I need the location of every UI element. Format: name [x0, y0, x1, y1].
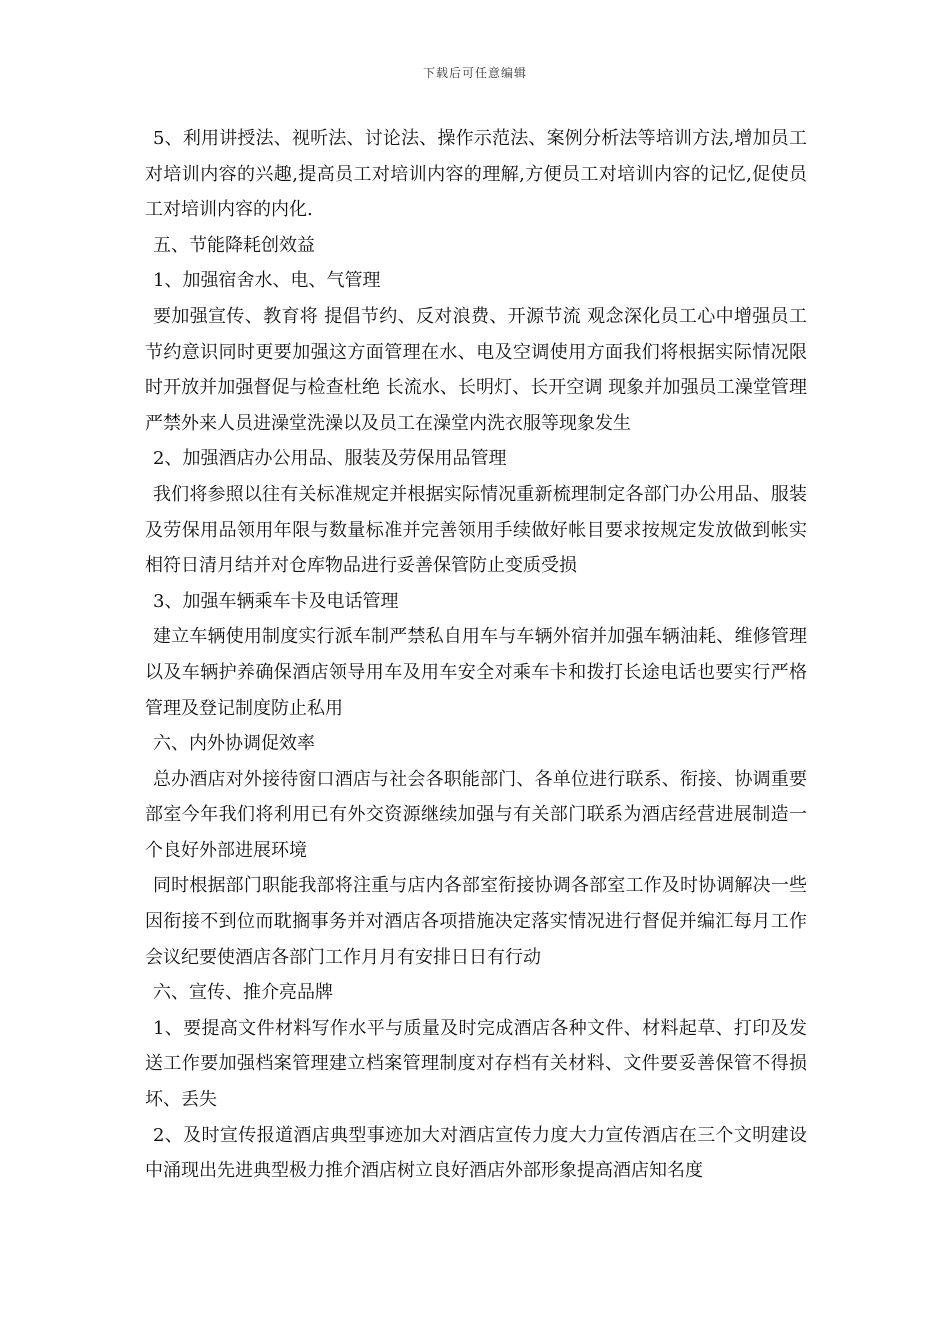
page-header: 下载后可任意编辑: [422, 66, 527, 80]
section-heading: 六、宣传、推介亮品牌: [153, 982, 333, 1004]
subsection-heading: 2、加强酒店办公用品、服装及劳保用品管理: [153, 448, 507, 470]
paragraph: 建立车辆使用制度实行派车制严禁私自用车与车辆外宿并加强车辆油耗、维修管理以及车辆护养确保酒店领导用车及用车安全对乘车卡和拨打长途电话也要实行严格管理及登记制度防止私用: [145, 626, 807, 719]
paragraph: 我们将参照以往有关标准规定并根据实际情况重新梳理制定各部门办公用品、服装及劳保用品领用年限与数量标准并完善领用手续做好帐目要求按规定发放做到帐实相符日清月结并对仓库物品进行妥善保管防止变质受损: [145, 483, 807, 577]
subsection-heading: 3、加强车辆乘车卡及电话管理: [153, 590, 399, 612]
subsection-heading: 1、加强宿舍水、电、气管理: [153, 270, 381, 292]
paragraph: 5、利用讲授法、视听法、讨论法、操作示范法、案例分析法等培训方法,增加员工对培训内容的兴趣,提高员工对培训内容的理解,方便员工对培训内容的记忆,促使员工对培训内容的内化.: [145, 128, 807, 221]
document-body: [145, 121, 807, 1189]
paragraph: 总办酒店对外接待窗口酒店与社会各职能部门、各单位进行联系、衔接、协调重要部室今年我们将利用已有外交资源继续加强与有关部门联系为酒店经营进展制造一个良好外部进展环境: [145, 768, 807, 861]
paragraph: 要加强宣传、教育将 提倡节约、反对浪费、开源节流 观念深化员工心中增强员工节约意识同时更要加强这方面管理在水、电及空调使用方面我们将根据实际情况限时开放并加强督促与检查杜绝 长流水、长明灯、长开空调 现象并加强员工澡堂管理严禁外来人员进澡堂洗澡以及员工在澡堂内洗衣服等现象发生: [145, 305, 807, 434]
paragraph: 同时根据部门职能我部将注重与店内各部室衔接协调各部室工作及时协调解决一些因衔接不到位而耽搁事务并对酒店各项措施决定落实情况进行督促并编汇每月工作会议纪要使酒店各部门工作月月有安排日日有行动: [145, 875, 807, 968]
paragraph: 2、及时宣传报道酒店典型事迹加大对酒店宣传力度大力宣传酒店在三个文明建设中涌现出先进典型极力推介酒店树立良好酒店外部形象提高酒店知名度: [145, 1124, 807, 1182]
section-heading: 五、节能降耗创效益: [153, 234, 315, 256]
section-heading: 六、内外协调促效率: [153, 733, 315, 755]
paragraph: 1、要提高文件材料写作水平与质量及时完成酒店各种文件、材料起草、打印及发送工作要加强档案管理建立档案管理制度对存档有关材料、文件要妥善保管不得损坏、丢失: [145, 1017, 807, 1111]
